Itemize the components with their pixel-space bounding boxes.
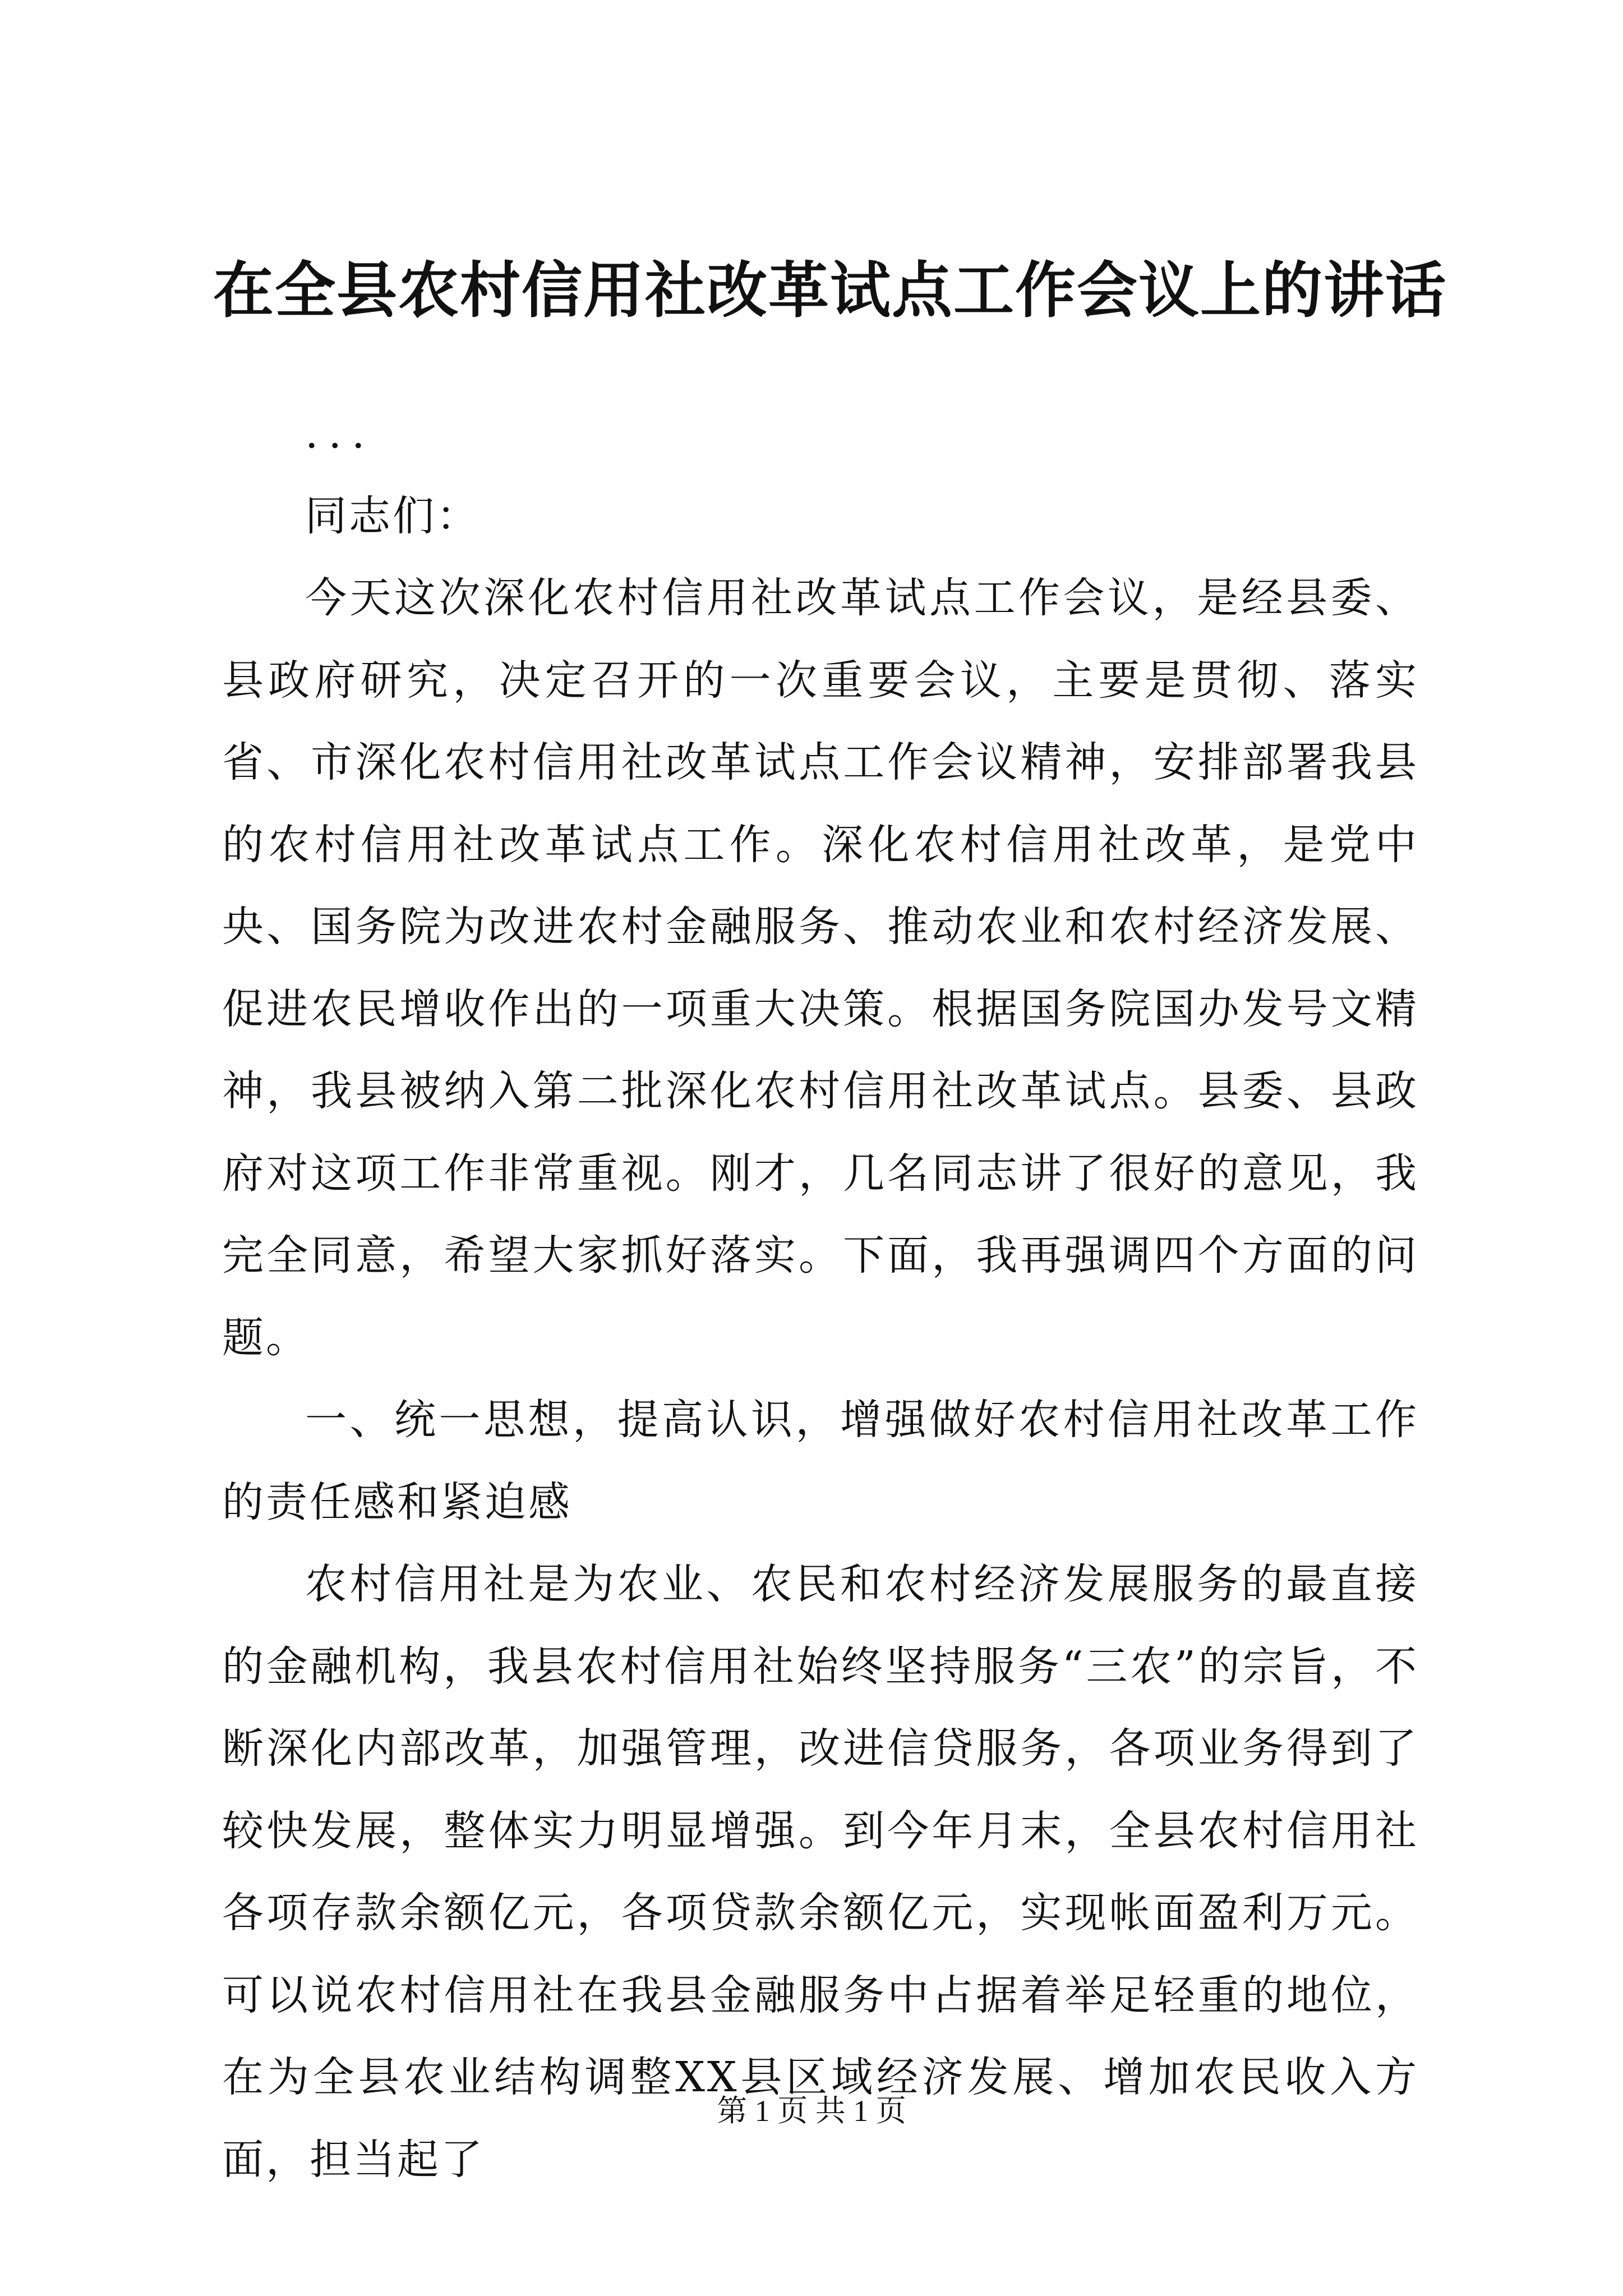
page-footer: 第 1 页 共 1 页 bbox=[717, 2094, 906, 2128]
document-body bbox=[222, 393, 1419, 2201]
section-heading: 一、统一思想，提高认识，增强做好农村信用社改革工作的责任感和紧迫感 bbox=[222, 1396, 1419, 1526]
ellipsis-line: ... bbox=[305, 409, 375, 458]
body-paragraph: 今天这次深化农村信用社改革试点工作会议，是经县委、县政府研究，决定召开的一次重要会议，主要是贯彻、落实省、市深化农村信用社改革试点工作会议精神，安排部署我县的农村信用社改革试点工作。深化农村信用社改革，是党中央、国务院为改进农村金融服务、推动农业和农村经济发展、促进农民增收作出的一项重大决策。根据国务院国办发号文精神，我县被纳入第二批深化农村信用社改革试点。县委、县政府对这项工作非常重视。刚才，几名同志讲了很好的意见，我完全同意，希望大家抓好落实。下面，我再强调四个方面的问题。 bbox=[222, 574, 1419, 1362]
document-title: 在全县农村信用社改革试点工作会议上的讲话 bbox=[213, 255, 1447, 326]
body-paragraph: 农村信用社是为农业、农民和农村经济发展服务的最直接的金融机构，我县农村信用社始终坚持服务“三农”的宗旨，不断深化内部改革，加强管理，改进信贷服务，各项业务得到了较快发展，整体实力明显增强。到今年月末，全县农村信用社各项存款余额亿元，各项贷款余额亿元，实现帐面盈利万元。可以说农村信用社在我县金融服务中占据着举足轻重的地位，在为全县农业结构调整XX县区域经济发展、增加农民收入方面，担当起了 bbox=[222, 1560, 1419, 2184]
salutation: 同志们： bbox=[305, 491, 480, 540]
